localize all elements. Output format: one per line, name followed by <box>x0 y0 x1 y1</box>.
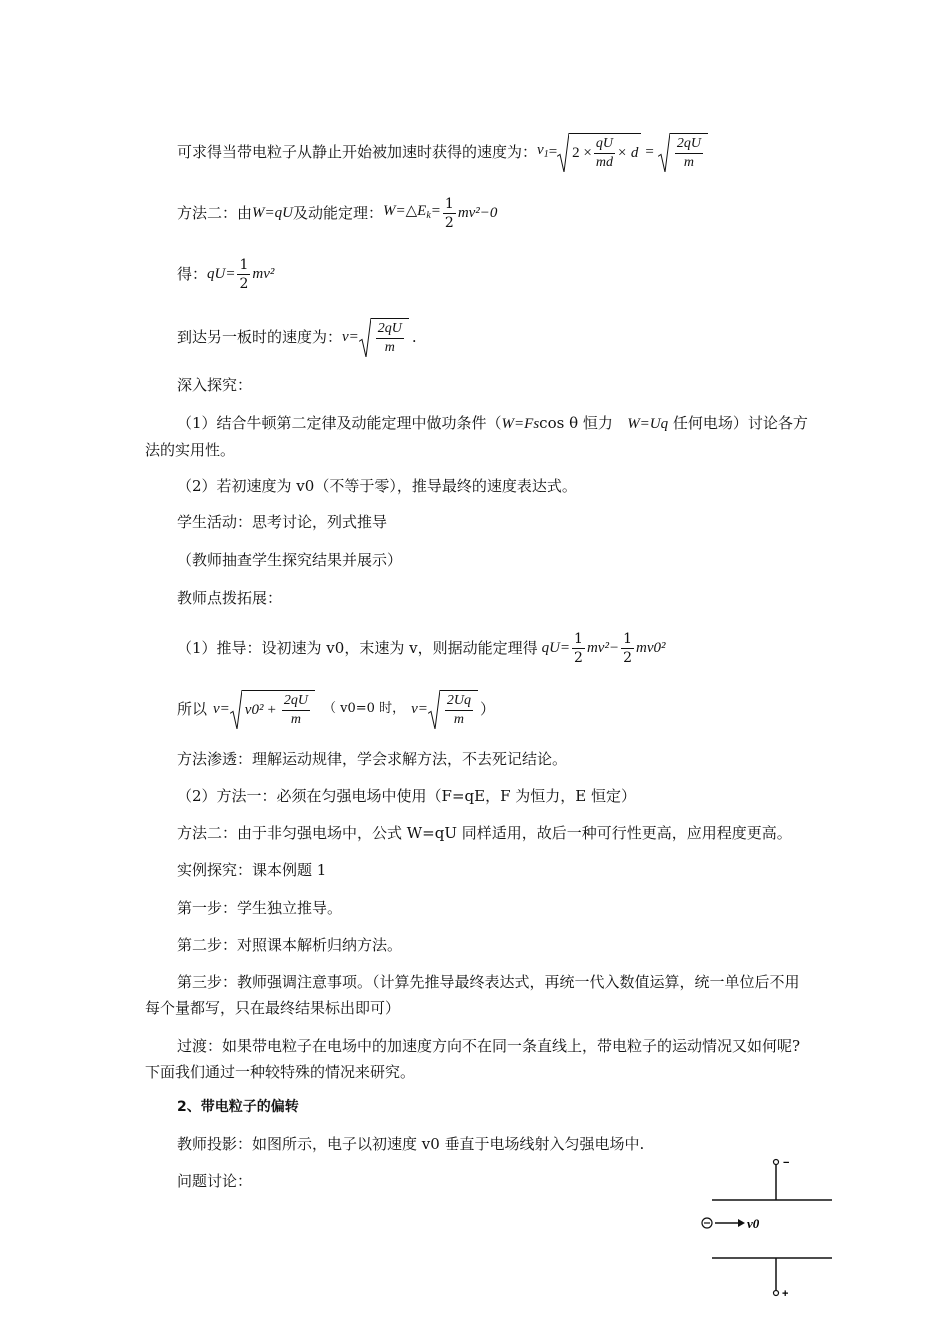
velocity-intro-text: 可求得当带电粒子从静止开始被加速时获得的速度为： <box>177 143 538 161</box>
example-inquiry: 实例探究：课本例题 1 <box>177 861 327 879</box>
sqrt-expression-2: $\frac{2qU}{m}$ <box>658 133 708 172</box>
method-one-note: （2）方法一：必须在匀强电场中使用（F=qE，F 为恒力，E 恒定） <box>177 787 636 805</box>
plus-terminal-label: + <box>782 1288 789 1300</box>
section-heading-deflection: 2、带电粒子的偏转 <box>177 1099 299 1115</box>
method-two-line: 方法二：由 W=qU 及动能定理： $W=\triangle E_k=$ $\frac{1}{2}$ mv²−0 <box>177 195 498 231</box>
method-two-note: 方法二：由于非匀强电场中，公式 W=qU 同样适用，故后一种可行性更高，应用程度更高。 <box>177 824 792 842</box>
inquiry-item-2: （2）若初速度为 v0（不等于零），推导最终的速度表达式。 <box>177 477 577 495</box>
so-velocity-line: 所以 v= v0² + $\frac{2qU}{m}$ （ v0=0 时， v= $\frac{2Uq}{m}$ ） <box>177 686 495 732</box>
teacher-guidance-heading: 教师点拨拓展： <box>177 589 283 607</box>
teacher-check-note: （教师抽查学生探究结果并展示） <box>177 551 403 569</box>
result-line: 得： qU= $\frac{1}{2}$ mv² <box>177 256 275 292</box>
parallel-plates-figure <box>700 1152 840 1302</box>
v0-label: v0 <box>747 1216 760 1231</box>
step-three: 第三步：教师强调注意事项。（计算先推导最终表达式，再统一代入数值运算，统一单位后不用每个量都写，只在最终结果标出即可） <box>145 973 800 1017</box>
sqrt-expression-1: 2 × $\frac{qU}{md}$ × d <box>557 133 641 172</box>
velocity-formula-line: 可求得当带电粒子从静止开始被加速时获得的速度为： $v_1$ = 2 × $\frac{qU}{md}$ × d = $\frac{2qU}{m}$ <box>177 130 708 174</box>
transition-paragraph: 过渡：如果带电粒子在电场中的加速度方向不在同一条直线上，带电粒子的运动情况又如何呢?下面我们通过一种较特殊的情况来研究。 <box>145 1037 801 1081</box>
derivation-line: （1）推导：设初速为 v0，末速为 v，则据动能定理得 qU= $\frac{1}{2}$ mv²− $\frac{1}{2}$ mv0² <box>177 630 666 666</box>
method-infiltration: 方法渗透：理解运动规律，学会求解方法，不去死记结论。 <box>177 750 568 768</box>
equals-sign: = <box>548 144 558 160</box>
step-one: 第一步：学生独立推导。 <box>177 899 343 917</box>
deep-inquiry-heading: 深入探究： <box>177 376 253 394</box>
step-two: 第二步：对照课本解析归纳方法。 <box>177 936 403 954</box>
teacher-projection: 教师投影：如图所示，电子以初速度 v0 垂直于电场线射入匀强电场中. <box>177 1135 645 1153</box>
student-activity: 学生活动：思考讨论，列式推导 <box>177 513 388 531</box>
v1-symbol: $v_1$ <box>537 141 549 160</box>
electron-deflection-diagram <box>700 1152 840 1302</box>
problem-discussion: 问题讨论： <box>177 1172 253 1190</box>
minus-terminal-label: − <box>783 1157 790 1169</box>
final-velocity-line: 到达另一板时的速度为： v= $\frac{2qU}{m}$ . <box>177 315 417 359</box>
inquiry-item-1: （1）结合牛顿第二定律及动能定理中做功条件（W=Fscos θ 恒力 W=Uq 任何电场）讨论各方法的实用性。 <box>145 414 808 459</box>
